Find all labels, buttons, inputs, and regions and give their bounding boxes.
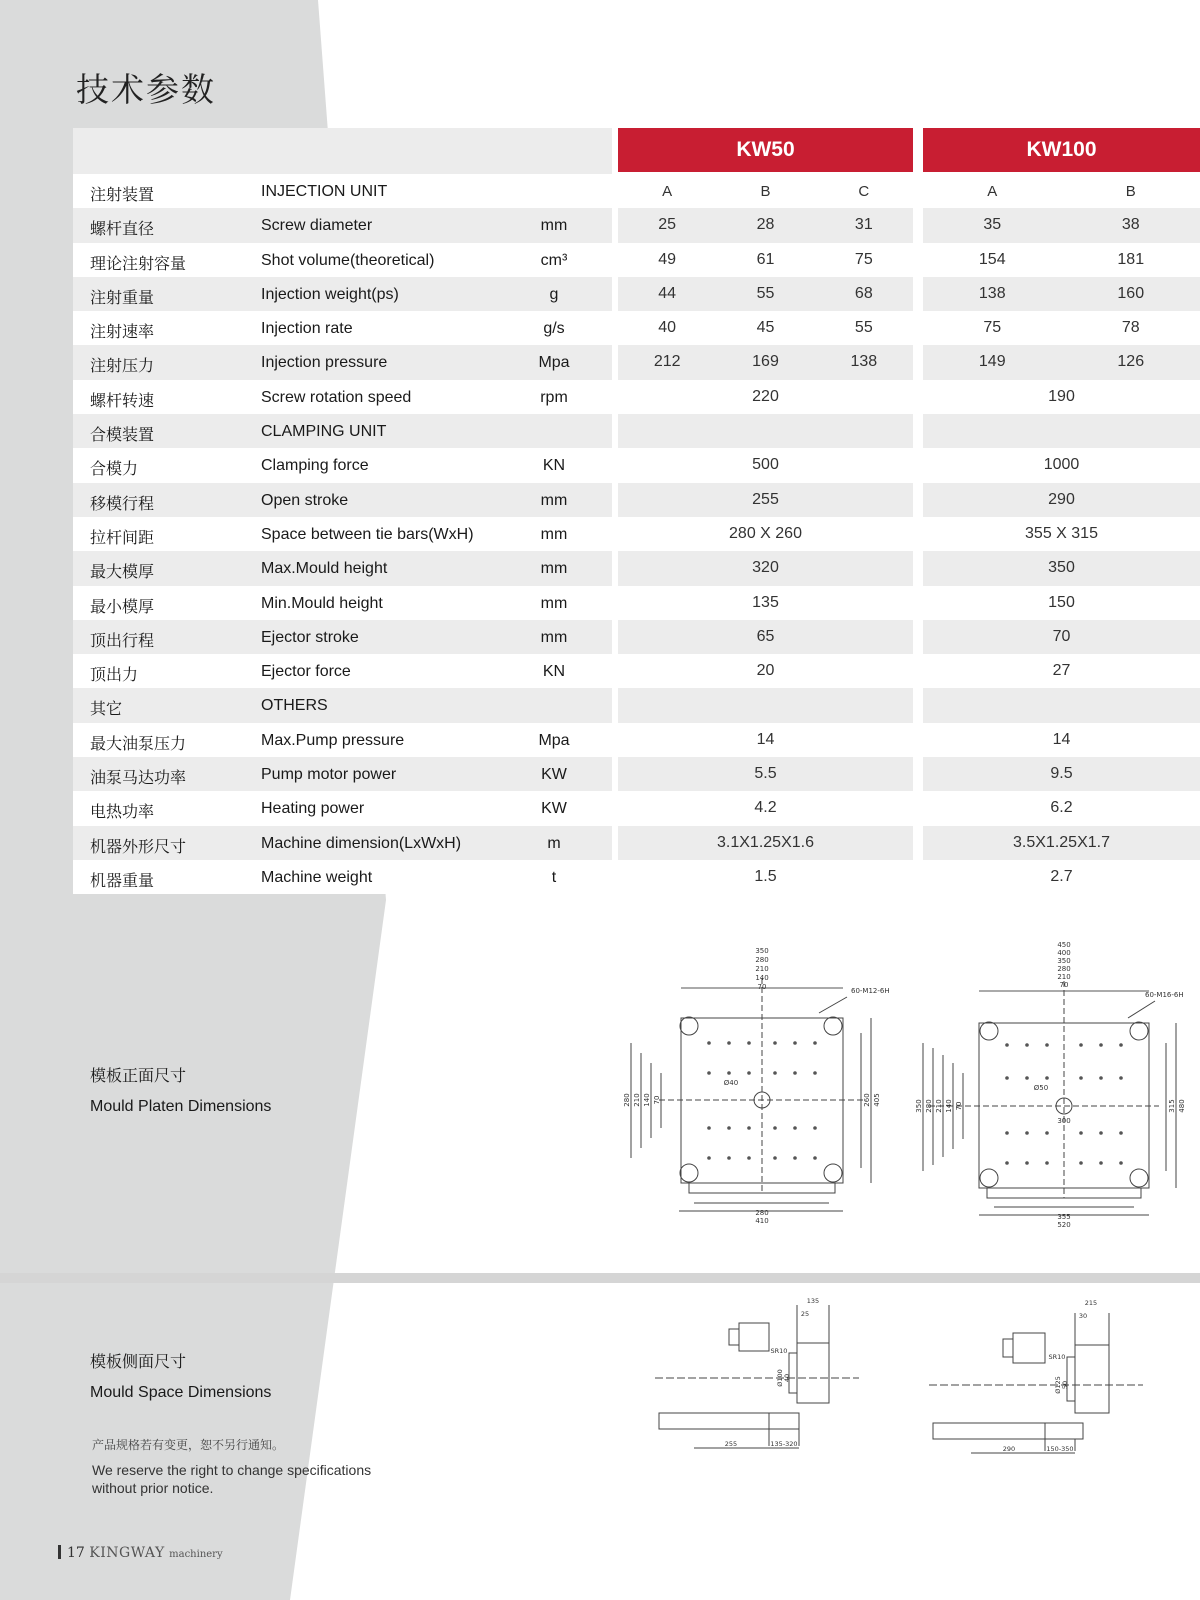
- row-value-cell: [618, 688, 913, 722]
- param-name-cn: 注射装置: [90, 187, 155, 204]
- param-name-en: Pump motor power: [261, 766, 397, 784]
- value-cell: 149: [978, 353, 1006, 371]
- value-cell: 45: [756, 319, 775, 337]
- label-sr: SR10: [770, 1347, 788, 1355]
- value-cell: 27: [1052, 662, 1071, 680]
- dim-bottom-1: 150-350: [1046, 1445, 1074, 1453]
- table-row: [73, 791, 1200, 825]
- center-label: Ø50: [1033, 1084, 1049, 1092]
- subcol-label: C: [858, 183, 870, 200]
- value-cell: 500: [752, 456, 779, 474]
- row-value-cell: [618, 414, 913, 448]
- dim-right-0: 315: [1168, 1099, 1176, 1113]
- param-name-cn: 注射速率: [90, 324, 155, 342]
- label-depth: 50: [1061, 1380, 1069, 1390]
- label-dia: Ø125: [1054, 1376, 1062, 1394]
- panel-kw100-front: [915, 893, 1200, 1273]
- table-row: [73, 483, 1200, 517]
- param-name-en: Space between tie bars(WxH): [261, 525, 474, 543]
- param-unit: KN: [542, 457, 566, 475]
- value-cell: 14: [1052, 730, 1071, 748]
- table-row: [73, 860, 1200, 894]
- dim-bottom-1: 410: [755, 1217, 769, 1225]
- value-cell: 65: [756, 627, 775, 645]
- value-cell: 6.2: [1050, 799, 1073, 817]
- dim-top-1: 25: [800, 1310, 810, 1318]
- table-row: [73, 414, 1200, 448]
- value-cell: 160: [1117, 284, 1145, 302]
- param-unit: Mpa: [538, 354, 570, 372]
- platen-drawing-kw50: [619, 893, 912, 1273]
- footer: [58, 1545, 223, 1561]
- param-name-cn: 合模力: [90, 461, 139, 479]
- table-row: [73, 208, 1200, 242]
- param-name-cn: 顶出行程: [90, 632, 155, 650]
- value-cell: 44: [658, 284, 677, 302]
- value-cell: 169: [752, 353, 779, 371]
- dim-right-0: 260: [863, 1093, 871, 1107]
- panel-kw50-side: [619, 1283, 912, 1463]
- param-unit: mm: [540, 217, 568, 235]
- param-name-en: Screw diameter: [261, 217, 373, 235]
- dim-bottom-1: 135-320: [770, 1440, 798, 1448]
- value-cell: 181: [1117, 250, 1145, 268]
- param-name-en: Machine weight: [261, 868, 373, 886]
- notice-cn: 产品规格若有变更，恕不另行通知。: [92, 1438, 285, 1452]
- dim-top-4: 70: [757, 983, 767, 991]
- param-name-cn: 最大模厚: [90, 564, 155, 582]
- param-name-en: OTHERS: [261, 697, 328, 715]
- platen-section-label: [90, 1063, 271, 1116]
- value-cell: 49: [658, 250, 677, 268]
- param-name-cn: 拉杆间距: [90, 529, 155, 547]
- dim-bottom-0: 280: [755, 1209, 769, 1217]
- value-cell: 138: [978, 284, 1006, 302]
- value-cell: 126: [1117, 353, 1145, 371]
- subcol-label: B: [1125, 183, 1136, 200]
- value-cell: 40: [658, 319, 677, 337]
- table-row: [73, 688, 1200, 722]
- notice-en: We reserve the right to change specifications without prior notice.: [92, 1462, 372, 1496]
- subcol-label: A: [987, 183, 998, 200]
- value-cell: 255: [752, 490, 779, 508]
- page-title: 技术参数: [76, 70, 216, 109]
- value-cell: 320: [752, 559, 779, 577]
- value-cell: 4.2: [754, 799, 777, 817]
- param-unit: mm: [540, 560, 568, 578]
- param-name-en: Min.Mould height: [261, 594, 383, 612]
- dim-left-4: 70: [955, 1101, 963, 1111]
- param-unit: g: [549, 285, 559, 303]
- dim-left-1: 210: [633, 1093, 641, 1107]
- page-number: 17: [67, 1545, 85, 1561]
- param-name-en: Injection pressure: [261, 354, 388, 372]
- dim-top-5: 70: [1059, 981, 1069, 989]
- section-separator: [0, 1273, 1200, 1283]
- table-row: [73, 654, 1200, 688]
- row-value-cell: [923, 414, 1200, 448]
- center-label: Ø40: [723, 1079, 739, 1087]
- table-row: [73, 757, 1200, 791]
- table-row: [73, 380, 1200, 414]
- subcol-label: A: [662, 183, 673, 200]
- value-cell: 138: [850, 353, 878, 371]
- param-name-en: Machine dimension(LxWxH): [261, 834, 462, 852]
- platen-drawing-kw100: [915, 893, 1200, 1273]
- value-cell: 1000: [1043, 456, 1080, 474]
- value-cell: 70: [1052, 627, 1071, 645]
- space-section-en: Mould Space Dimensions: [90, 1384, 272, 1401]
- param-name-en: CLAMPING UNIT: [261, 423, 387, 441]
- table-header: [73, 128, 1200, 174]
- table-row: [73, 826, 1200, 860]
- dim-top-2: 210: [755, 965, 769, 973]
- table-row: [73, 551, 1200, 585]
- param-name-cn: 机器重量: [90, 872, 155, 890]
- dim-top-0: 350: [755, 947, 769, 955]
- value-cell: 350: [1048, 559, 1075, 577]
- model-header-kw100: KW100: [923, 128, 1200, 172]
- param-name-en: Max.Mould height: [261, 560, 388, 578]
- label-sr: SR10: [1048, 1353, 1066, 1361]
- param-name-en: Injection weight(ps): [261, 285, 399, 303]
- param-name-cn: 螺杆直径: [90, 221, 155, 239]
- param-unit: Mpa: [538, 731, 570, 749]
- value-cell: 355 X 315: [1025, 524, 1098, 542]
- space-drawing-kw100: [923, 1283, 1200, 1463]
- table-row: [73, 311, 1200, 345]
- param-name-en: INJECTION UNIT: [261, 183, 388, 200]
- table-row: [73, 517, 1200, 551]
- param-name-cn: 其它: [90, 701, 123, 719]
- value-cell: 150: [1048, 593, 1075, 611]
- space-drawing-kw50: [619, 1283, 912, 1463]
- value-cell: 280 X 260: [729, 524, 802, 542]
- param-unit: mm: [540, 594, 568, 612]
- param-unit: KW: [541, 800, 567, 818]
- dim-top-2: 350: [1057, 957, 1071, 965]
- param-name-en: Clamping force: [261, 457, 369, 475]
- dim-left-1: 280: [925, 1099, 933, 1113]
- model-header-kw50: KW50: [618, 128, 913, 172]
- label-dia: Ø100: [776, 1369, 784, 1387]
- table-row: [73, 586, 1200, 620]
- table-row: [73, 620, 1200, 654]
- param-name-en: Ejector stroke: [261, 628, 359, 646]
- param-name-en: Ejector force: [261, 663, 351, 681]
- platen-section-cn: 模板正面尺寸: [90, 1068, 187, 1085]
- param-name-cn: 移模行程: [90, 495, 155, 513]
- param-name-en: Shot volume(theoretical): [261, 251, 435, 269]
- param-name-cn: 螺杆转速: [90, 392, 155, 410]
- value-cell: 20: [756, 662, 775, 680]
- value-cell: 35: [983, 216, 1002, 234]
- dim-left-3: 70: [653, 1095, 661, 1105]
- param-unit: cm³: [540, 251, 568, 269]
- param-name-en: Open stroke: [261, 491, 349, 509]
- panel-kw50-front: [619, 893, 912, 1273]
- value-cell: 190: [1048, 387, 1075, 405]
- dim-top-3: 280: [1057, 965, 1071, 973]
- platen-section-en: Mould Platen Dimensions: [90, 1098, 272, 1115]
- param-name-cn: 合模装置: [90, 427, 155, 445]
- value-cell: 75: [854, 250, 873, 268]
- dim-top-1: 280: [755, 956, 769, 964]
- value-cell: 5.5: [754, 765, 777, 783]
- param-unit: mm: [540, 628, 568, 646]
- header-blank: [73, 128, 612, 174]
- dim-top-0: 215: [1084, 1299, 1098, 1307]
- table-row: [73, 345, 1200, 379]
- param-name-cn: 顶出力: [90, 667, 139, 685]
- value-cell: 61: [756, 250, 775, 268]
- notice: [92, 1436, 392, 1497]
- param-name-cn: 油泵马达功率: [90, 770, 187, 788]
- dim-right-1: 405: [873, 1093, 881, 1107]
- brand-name: KINGWAY: [89, 1545, 165, 1561]
- param-name-en: Heating power: [261, 800, 365, 818]
- table-row: [73, 277, 1200, 311]
- value-cell: 220: [752, 387, 779, 405]
- table-row: [73, 448, 1200, 482]
- footer-bar: [58, 1545, 61, 1559]
- table-row: [73, 723, 1200, 757]
- dim-bottom-1: 520: [1057, 1221, 1071, 1229]
- value-cell: 55: [756, 284, 775, 302]
- dim-bottom-0: 355: [1057, 1213, 1071, 1221]
- space-section-cn: 模板侧面尺寸: [90, 1354, 187, 1371]
- param-name-cn: 电热功率: [90, 804, 155, 822]
- value-cell: 68: [854, 284, 873, 302]
- dim-right-1: 480: [1178, 1099, 1186, 1113]
- value-cell: 78: [1121, 319, 1140, 337]
- param-name-en: Injection rate: [261, 320, 353, 338]
- value-cell: 25: [658, 216, 677, 234]
- param-name-en: Max.Pump pressure: [261, 731, 405, 749]
- value-cell: 28: [756, 216, 775, 234]
- value-cell: 38: [1121, 216, 1140, 234]
- value-cell: 2.7: [1050, 867, 1073, 885]
- dim-top-0: 135: [806, 1297, 820, 1305]
- dim-left-0: 350: [915, 1099, 923, 1113]
- param-unit: g/s: [543, 320, 565, 338]
- param-name-en: Screw rotation speed: [261, 388, 412, 406]
- dim-top-4: 210: [1057, 973, 1071, 981]
- value-cell: 14: [756, 730, 775, 748]
- dim-left-3: 140: [945, 1099, 953, 1113]
- param-unit: m: [547, 834, 561, 852]
- param-name-cn: 最大油泵压力: [90, 735, 187, 753]
- param-name-cn: 理论注射容量: [90, 255, 187, 273]
- value-cell: 75: [983, 319, 1002, 337]
- value-cell: 290: [1048, 490, 1075, 508]
- brand-suffix: machinery: [169, 1549, 223, 1560]
- param-unit: KN: [542, 663, 566, 681]
- dim-top-1: 400: [1057, 949, 1071, 957]
- param-name-cn: 注射压力: [90, 358, 155, 376]
- row-label-cell: [73, 688, 612, 722]
- param-name-cn: 注射重量: [90, 289, 155, 307]
- dim-top-1: 30: [1078, 1312, 1088, 1320]
- dim-top-0: 450: [1057, 941, 1071, 949]
- dim-top-3: 140: [755, 974, 769, 982]
- dim-left-2: 140: [643, 1093, 651, 1107]
- value-cell: 55: [854, 319, 873, 337]
- thread-label: 60-M12-6H: [851, 987, 890, 995]
- param-unit: mm: [540, 491, 568, 509]
- dim-bottom-0: 255: [724, 1440, 738, 1448]
- dim-left-0: 280: [623, 1093, 631, 1107]
- value-cell: 135: [752, 593, 779, 611]
- value-cell: 9.5: [1050, 765, 1073, 783]
- panel-kw100-side: [923, 1283, 1200, 1463]
- table-row: [73, 174, 1200, 208]
- center-below-label: 300: [1057, 1117, 1071, 1125]
- dim-bottom-0: 290: [1002, 1445, 1016, 1453]
- value-cell: 154: [978, 250, 1006, 268]
- spec-table: [73, 128, 1200, 894]
- subcol-label: B: [760, 183, 771, 200]
- value-cell: 1.5: [754, 867, 777, 885]
- row-value-cell: [923, 688, 1200, 722]
- value-cell: 3.1X1.25X1.6: [717, 833, 814, 851]
- table-row: [73, 243, 1200, 277]
- space-section-label: [90, 1349, 271, 1402]
- param-unit: mm: [540, 525, 568, 543]
- value-cell: 212: [653, 353, 681, 371]
- dim-left-2: 210: [935, 1099, 943, 1113]
- param-name-cn: 最小模厚: [90, 598, 155, 616]
- param-unit: rpm: [540, 388, 568, 406]
- param-unit: KW: [541, 766, 567, 784]
- value-cell: 31: [854, 216, 873, 234]
- value-cell: 3.5X1.25X1.7: [1013, 833, 1110, 851]
- thread-label: 60-M16-6H: [1145, 991, 1184, 999]
- param-unit: t: [551, 868, 557, 886]
- param-name-cn: 机器外形尺寸: [90, 838, 187, 856]
- label-depth: 40: [783, 1373, 791, 1383]
